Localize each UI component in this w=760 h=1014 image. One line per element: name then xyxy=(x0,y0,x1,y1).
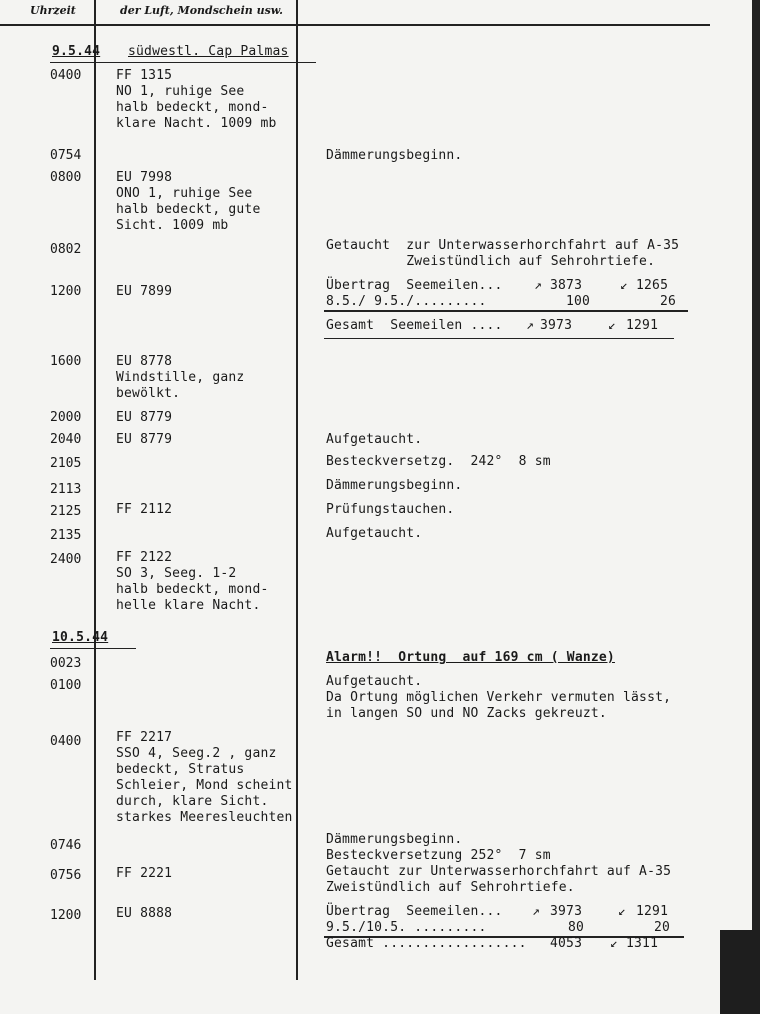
date-underline-1 xyxy=(50,62,316,63)
event-line: Alarm!! Ortung auf 169 cm ( Wanze) xyxy=(326,650,615,665)
event-line: Dämmerungsbeginn. xyxy=(326,832,463,847)
tally-up-arrow: ↗ xyxy=(532,904,541,919)
time-cell: 0100 xyxy=(50,678,82,693)
weather-line: FF 2112 xyxy=(116,502,173,517)
event-line: in langen SO und NO Zacks gekreuzt. xyxy=(326,706,607,721)
event-line: Aufgetaucht. xyxy=(326,526,423,541)
tally-down-arrow: ↙ xyxy=(608,318,617,333)
event-line: Zweistündlich auf Sehrohrtiefe. xyxy=(326,880,575,895)
weather-line: FF 2122 xyxy=(116,550,173,565)
weather-line: EU 8888 xyxy=(116,906,173,921)
weather-line: helle klare Nacht. xyxy=(116,598,261,613)
time-cell: 0754 xyxy=(50,148,82,163)
tally-up-arrow: ↗ xyxy=(534,278,543,293)
time-cell: 2000 xyxy=(50,410,82,425)
event-line: Besteckversetzung 252° 7 sm xyxy=(326,848,551,863)
header-time-column: Uhrzeit xyxy=(30,4,76,17)
event-line: Besteckversetzg. 242° 8 sm xyxy=(326,454,551,469)
weather-line: SSO 4, Seeg.2 , ganz xyxy=(116,746,277,761)
weather-line: FF 2217 xyxy=(116,730,173,745)
weather-line: FF 1315 xyxy=(116,68,173,83)
weather-line: EU 8779 xyxy=(116,432,173,447)
tally-miles-down: 26 xyxy=(660,294,677,309)
tally-line-label: 8.5./ 9.5./......... xyxy=(326,294,487,309)
weather-line: EU 7998 xyxy=(116,170,173,185)
scan-edge xyxy=(752,0,760,1014)
weather-line: ONO 1, ruhige See xyxy=(116,186,253,201)
time-cell: 2400 xyxy=(50,552,82,567)
header-rule xyxy=(0,24,710,26)
event-line: Getaucht zur Unterwasserhorchfahrt auf A-35 xyxy=(326,864,672,879)
column-divider-1 xyxy=(94,0,96,980)
tally-line-label: Übertrag Seemeilen... xyxy=(326,904,503,919)
tally-total-label: Gesamt .................. xyxy=(326,936,527,951)
time-cell: 0756 xyxy=(50,868,82,883)
time-cell: 0023 xyxy=(50,656,82,671)
weather-line: starkes Meeresleuchten xyxy=(116,810,293,825)
time-cell: 1600 xyxy=(50,354,82,369)
date-heading-2: 10.5.44 xyxy=(52,630,109,645)
tally-total-up: 4053 xyxy=(550,936,583,951)
column-divider-2 xyxy=(296,0,298,980)
weather-line: halb bedeckt, mond- xyxy=(116,582,269,597)
time-cell: 2113 xyxy=(50,482,82,497)
time-cell: 1200 xyxy=(50,284,82,299)
tally-miles-down: 1291 xyxy=(636,904,669,919)
tally-rule xyxy=(324,338,674,339)
weather-line: EU 7899 xyxy=(116,284,173,299)
weather-line: durch, klare Sicht. xyxy=(116,794,269,809)
time-cell: 0400 xyxy=(50,734,82,749)
header-weather-column: der Luft, Mondschein usw. xyxy=(120,4,283,17)
event-line: Prüfungstauchen. xyxy=(326,502,455,517)
weather-line: FF 2221 xyxy=(116,866,173,881)
weather-line: klare Nacht. 1009 mb xyxy=(116,116,277,131)
time-cell: 1200 xyxy=(50,908,82,923)
weather-line: bewölkt. xyxy=(116,386,181,401)
weather-line: Sicht. 1009 mb xyxy=(116,218,229,233)
tally-miles-up: 3873 xyxy=(550,278,583,293)
time-cell: 2125 xyxy=(50,504,82,519)
tally-miles-up: 3973 xyxy=(550,904,583,919)
weather-line: EU 8778 xyxy=(116,354,173,369)
tally-miles-up: 100 xyxy=(566,294,591,309)
tally-total-label: Gesamt Seemeilen .... xyxy=(326,318,503,333)
time-cell: 2135 xyxy=(50,528,82,543)
tally-line-label: Übertrag Seemeilen... xyxy=(326,278,503,293)
weather-line: EU 8779 xyxy=(116,410,173,425)
tally-down-arrow: ↙ xyxy=(618,904,627,919)
tally-miles-down: 1265 xyxy=(636,278,669,293)
time-cell: 2105 xyxy=(50,456,82,471)
event-line: Dämmerungsbeginn. xyxy=(326,148,463,163)
weather-line: NO 1, ruhige See xyxy=(116,84,245,99)
weather-line: bedeckt, Stratus xyxy=(116,762,245,777)
tally-total-down: 1291 xyxy=(626,318,659,333)
time-cell: 0800 xyxy=(50,170,82,185)
event-line: Aufgetaucht. xyxy=(326,674,423,689)
tally-miles-up: 80 xyxy=(568,920,585,935)
event-line: Dämmerungsbeginn. xyxy=(326,478,463,493)
event-line: Da Ortung möglichen Verkehr vermuten lässt, xyxy=(326,690,672,705)
weather-line: Windstille, ganz xyxy=(116,370,245,385)
tally-line-label: 9.5./10.5. ......... xyxy=(326,920,487,935)
position-label: südwestl. Cap Palmas xyxy=(128,44,289,59)
scan-edge-corner xyxy=(720,930,760,1014)
tally-up-arrow: ↗ xyxy=(526,318,535,333)
weather-line: halb bedeckt, gute xyxy=(116,202,261,217)
date-underline-2 xyxy=(50,648,136,649)
time-cell: 2040 xyxy=(50,432,82,447)
tally-down-arrow: ↙ xyxy=(620,278,629,293)
tally-total-down: 1311 xyxy=(626,936,659,951)
weather-line: Schleier, Mond scheint xyxy=(116,778,293,793)
event-line: Aufgetaucht. xyxy=(326,432,423,447)
time-cell: 0802 xyxy=(50,242,82,257)
time-cell: 0746 xyxy=(50,838,82,853)
time-cell: 0400 xyxy=(50,68,82,83)
tally-down-arrow: ↙ xyxy=(610,936,619,951)
weather-line: halb bedeckt, mond- xyxy=(116,100,269,115)
weather-line: SO 3, Seeg. 1-2 xyxy=(116,566,237,581)
tally-rule xyxy=(324,310,688,312)
event-line: Getaucht zur Unterwasserhorchfahrt auf A-35 xyxy=(326,238,680,253)
tally-miles-down: 20 xyxy=(654,920,671,935)
date-heading-1: 9.5.44 xyxy=(52,44,101,59)
event-line: Zweistündlich auf Sehrohrtiefe. xyxy=(326,254,656,269)
tally-total-up: 3973 xyxy=(540,318,573,333)
